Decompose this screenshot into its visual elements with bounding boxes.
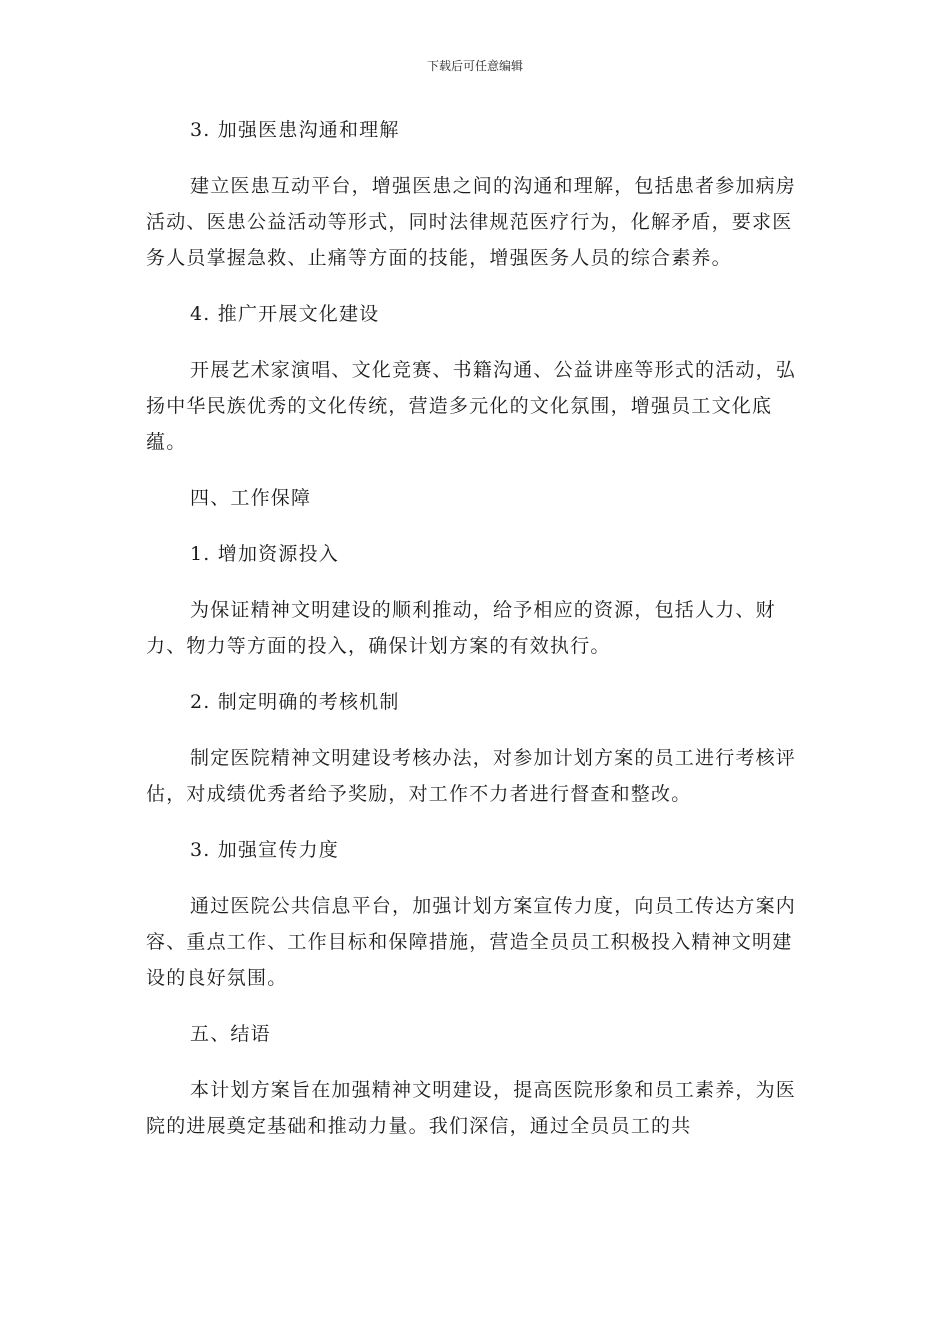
paragraph: 开展艺术家演唱、文化竞赛、书籍沟通、公益讲座等形式的活动，弘扬中华民族优秀的文化传统，营造多元化的文化氛围，增强员工文化底蕴。 <box>146 359 797 453</box>
section-heading: 4. 推广开展文化建设 <box>190 303 380 325</box>
paragraph: 建立医患互动平台，增强医患之间的沟通和理解，包括患者参加病房活动、医患公益活动等形式，同时法律规范医疗行为，化解矛盾，要求医务人员掌握急救、止痛等方面的技能，增强医务人员的综合素养。 <box>146 175 797 269</box>
paragraph: 通过医院公共信息平台，加强计划方案宣传力度，向员工传达方案内容、重点工作、工作目标和保障措施，营造全员员工积极投入精神文明建设的良好氛围。 <box>146 895 797 989</box>
section-heading: 3. 加强宣传力度 <box>190 839 339 861</box>
section-heading: 1. 增加资源投入 <box>190 543 339 565</box>
chapter-heading: 五、结语 <box>190 1023 271 1045</box>
paragraph: 本计划方案旨在加强精神文明建设，提高医院形象和员工素养，为医院的进展奠定基础和推动力量。我们深信，通过全员员工的共 <box>146 1079 797 1137</box>
section-heading: 2. 制定明确的考核机制 <box>190 691 400 713</box>
page-header: 下载后可任意编辑 <box>426 59 523 73</box>
section-heading: 3. 加强医患沟通和理解 <box>190 119 400 141</box>
paragraph: 为保证精神文明建设的顺利推动，给予相应的资源，包括人力、财力、物力等方面的投入，确保计划方案的有效执行。 <box>146 599 776 657</box>
paragraph: 制定医院精神文明建设考核办法，对参加计划方案的员工进行考核评估，对成绩优秀者给予奖励，对工作不力者进行督查和整改。 <box>146 747 797 805</box>
chapter-heading: 四、工作保障 <box>190 487 312 509</box>
document-body <box>146 112 810 1164</box>
